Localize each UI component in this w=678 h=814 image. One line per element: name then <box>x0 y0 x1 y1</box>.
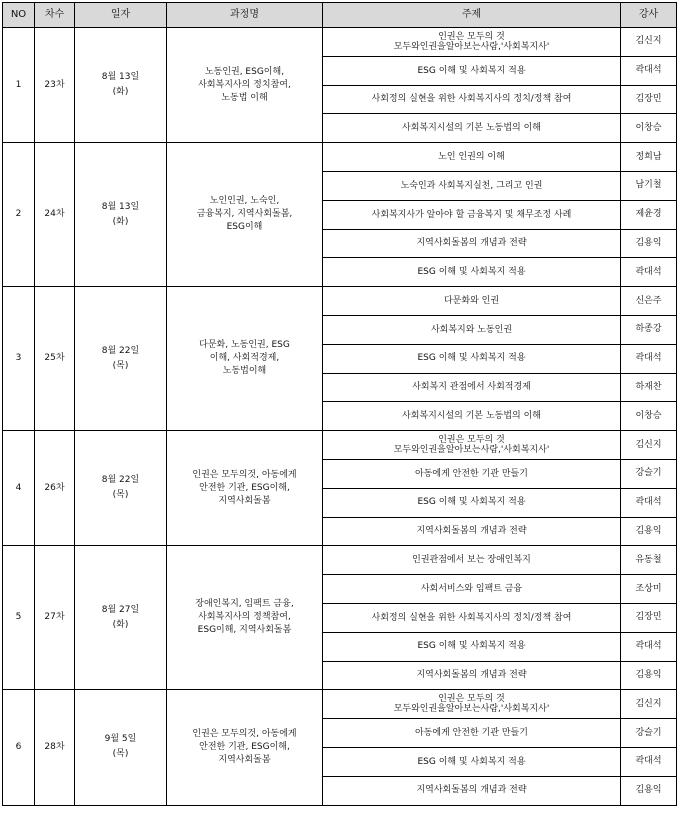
group-date-cell <box>75 143 167 287</box>
topic-cell: 다문화와 인권 <box>323 287 621 316</box>
teacher-cell: 신은주 <box>621 287 677 316</box>
teacher-cell: 김용익 <box>621 229 677 258</box>
weekday-text: (화) <box>112 619 129 630</box>
header-course: 과정명 <box>167 3 323 28</box>
group-no-cell: 5 <box>3 546 35 690</box>
topic-cell: 지역사회돌봄의 개념과 전략 <box>323 776 621 805</box>
topic-cell: 지역사회돌봄의 개념과 전략 <box>323 229 621 258</box>
topic-cell: ESG 이해 및 사회복지 적용 <box>323 747 621 776</box>
group-no-cell: 6 <box>3 690 35 805</box>
table-row <box>3 546 677 575</box>
topic-cell: 아동에게 안전한 기관 만들기 <box>323 719 621 748</box>
weekday-text: (화) <box>112 216 129 227</box>
teacher-cell: 유동철 <box>621 546 677 575</box>
topic-cell: ESG 이해 및 사회복지 적용 <box>323 632 621 661</box>
weekday-text: (목) <box>112 749 129 760</box>
teacher-cell: 곽대석 <box>621 747 677 776</box>
group-course-cell: 다문화, 노동인권, ESG 이해, 사회적경제, 노동법이해 <box>167 287 323 431</box>
teacher-cell: 정희남 <box>621 143 677 172</box>
topic-cell: 사회정의 실현을 위한 사회복지사의 정치/정책 참여 <box>323 603 621 632</box>
date-text: 8월 13일 <box>101 201 140 212</box>
group-no-cell: 4 <box>3 431 35 546</box>
table-row <box>3 287 677 316</box>
table-row <box>3 690 677 719</box>
teacher-cell: 강슬기 <box>621 719 677 748</box>
table-row <box>3 143 677 172</box>
teacher-cell: 김용익 <box>621 776 677 805</box>
teacher-cell: 김신지 <box>621 28 677 57</box>
topic-cell: 사회복지와 노동인권 <box>323 315 621 344</box>
topic-cell: 인권은 모두의 것 모두와인권을알아보는사람,'사회복지사' <box>323 690 621 719</box>
teacher-cell: 곽대석 <box>621 258 677 287</box>
date-text: 8월 13일 <box>101 72 140 83</box>
topic-cell: 지역사회돌봄의 개념과 전략 <box>323 517 621 546</box>
topic-cell: 사회복지 관점에서 사회적경제 <box>323 373 621 402</box>
group-round-cell: 28차 <box>35 690 75 805</box>
teacher-cell: 하재찬 <box>621 373 677 402</box>
teacher-cell: 김용익 <box>621 661 677 690</box>
topic-cell: ESG 이해 및 사회복지 적용 <box>323 56 621 85</box>
group-date-cell <box>75 690 167 805</box>
group-round-cell: 26차 <box>35 431 75 546</box>
group-no-cell: 2 <box>3 143 35 287</box>
teacher-cell: 남기철 <box>621 171 677 200</box>
table-row <box>3 28 677 57</box>
topic-cell: 인권은 모두의 것 모두와인권을알아보는사람,'사회복지사' <box>323 431 621 460</box>
header-teacher: 강사 <box>621 3 677 28</box>
teacher-cell: 이창승 <box>621 114 677 143</box>
topic-cell: 인권은 모두의 것 모두와인권을알아보는사람,'사회복지사' <box>323 28 621 57</box>
topic-cell: 사회복지시설의 기본 노동법의 이해 <box>323 402 621 431</box>
topic-cell: 사회복지시설의 기본 노동법의 이해 <box>323 114 621 143</box>
topic-cell: 사회서비스와 임팩트 금융 <box>323 575 621 604</box>
teacher-cell: 제윤경 <box>621 200 677 229</box>
table-row <box>3 431 677 460</box>
header-row <box>3 3 677 28</box>
topic-cell: ESG 이해 및 사회복지 적용 <box>323 488 621 517</box>
teacher-cell: 김신지 <box>621 431 677 460</box>
teacher-cell: 곽대석 <box>621 488 677 517</box>
header-topic: 주제 <box>323 3 621 28</box>
topic-cell: 사회복지사가 알아야 할 금융복지 및 채무조정 사례 <box>323 200 621 229</box>
teacher-cell: 곽대석 <box>621 632 677 661</box>
teacher-cell: 강슬기 <box>621 459 677 488</box>
schedule-table <box>2 2 677 806</box>
weekday-text: (목) <box>112 360 129 371</box>
date-text: 8월 27일 <box>101 604 140 615</box>
group-date-cell <box>75 28 167 143</box>
group-date-cell <box>75 287 167 431</box>
header-no: NO <box>3 3 35 28</box>
date-text: 9월 5일 <box>104 734 137 745</box>
topic-cell: ESG 이해 및 사회복지 적용 <box>323 258 621 287</box>
header-date: 일자 <box>75 3 167 28</box>
teacher-cell: 김용익 <box>621 517 677 546</box>
group-course-cell: 장애인복지, 임팩트 금융, 사회복지사의 정책참여, ESG이해, 지역사회돌봄 <box>167 546 323 690</box>
weekday-text: (목) <box>112 490 129 501</box>
group-no-cell: 3 <box>3 287 35 431</box>
teacher-cell: 김신지 <box>621 690 677 719</box>
weekday-text: (화) <box>112 87 129 98</box>
topic-cell: 사회정의 실현을 위한 사회복지사의 정치/정책 참여 <box>323 85 621 114</box>
group-course-cell: 노인인권, 노숙인, 금융복지, 지역사회돌봄, ESG이해 <box>167 143 323 287</box>
group-date-cell <box>75 546 167 690</box>
group-course-cell: 인권은 모두의것, 아동에게 안전한 기관, ESG이해, 지역사회돌봄 <box>167 431 323 546</box>
teacher-cell: 김장민 <box>621 85 677 114</box>
teacher-cell: 곽대석 <box>621 344 677 373</box>
group-round-cell: 25차 <box>35 287 75 431</box>
topic-cell: ESG 이해 및 사회복지 적용 <box>323 344 621 373</box>
header-round: 차수 <box>35 3 75 28</box>
group-round-cell: 24차 <box>35 143 75 287</box>
topic-cell: 노인 인권의 이해 <box>323 143 621 172</box>
group-no-cell: 1 <box>3 28 35 143</box>
topic-cell: 노숙인과 사회복지실천, 그리고 인권 <box>323 171 621 200</box>
date-text: 8월 22일 <box>101 345 140 356</box>
group-round-cell: 27차 <box>35 546 75 690</box>
teacher-cell: 김장민 <box>621 603 677 632</box>
group-date-cell <box>75 431 167 546</box>
teacher-cell: 이창승 <box>621 402 677 431</box>
group-course-cell: 노동인권, ESG이해, 사회복지사의 정치참여, 노동법 이해 <box>167 28 323 143</box>
teacher-cell: 곽대석 <box>621 56 677 85</box>
topic-cell: 인권관점에서 보는 장애인복지 <box>323 546 621 575</box>
teacher-cell: 조상미 <box>621 575 677 604</box>
group-course-cell: 인권은 모두의것, 아동에게 안전한 기관, ESG이해, 지역사회돌봄 <box>167 690 323 805</box>
topic-cell: 아동에게 안전한 기관 만들기 <box>323 459 621 488</box>
topic-cell: 지역사회돌봄의 개념과 전략 <box>323 661 621 690</box>
table-body <box>3 28 677 806</box>
date-text: 8월 22일 <box>101 475 140 486</box>
group-round-cell: 23차 <box>35 28 75 143</box>
teacher-cell: 하종강 <box>621 315 677 344</box>
